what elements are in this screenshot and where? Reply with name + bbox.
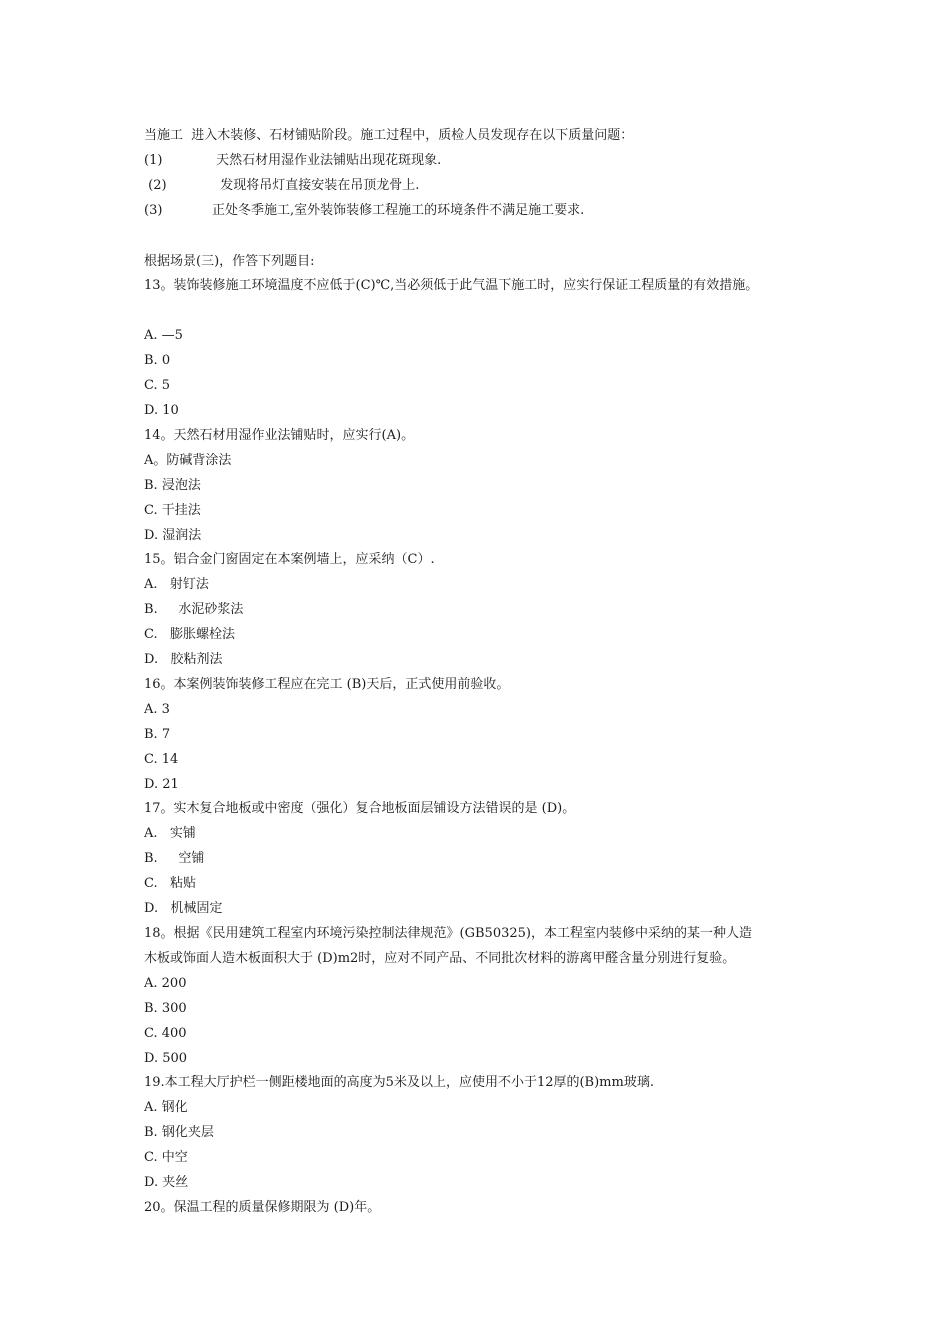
issue-item: (2) 发现将吊灯直接安装在吊顶龙骨上. xyxy=(144,178,420,193)
option: A. 实铺 xyxy=(144,826,196,841)
issue-item: (3) 正处冬季施工,室外装饰装修工程施工的环境条件不满足施工要求. xyxy=(144,203,585,218)
option: C. 中空 xyxy=(144,1150,188,1165)
option: D. 500 xyxy=(144,1051,188,1066)
option: A. 射钉法 xyxy=(144,577,209,592)
option: D. 21 xyxy=(144,777,179,792)
option: B. 钢化夹层 xyxy=(144,1125,214,1140)
scenario-heading: 根据场景(三)，作答下列题目: xyxy=(144,254,315,269)
option: C. 粘贴 xyxy=(144,876,197,891)
option: A. 钢化 xyxy=(144,1100,188,1115)
option: B. 300 xyxy=(144,1001,187,1016)
issue-item: (1) 天然石材用湿作业法铺贴出现花斑现象. xyxy=(144,153,442,168)
option: C. 14 xyxy=(144,752,179,767)
option: B. 浸泡法 xyxy=(144,478,201,493)
option: B. 7 xyxy=(144,727,171,742)
option: B. 空铺 xyxy=(144,851,205,866)
intro-line: 当施工 进入木装修、石材铺贴阶段。施工过程中，质检人员发现存在以下质量问题： xyxy=(144,128,634,143)
question-stem: 19.本工程大厅护栏一侧距楼地面的高度为5米及以上，应使用不小于12厚的(B)mm玻璃. xyxy=(144,1075,654,1090)
question-stem: 18。根据《民用建筑工程室内环境污染控制法律规范》(GB50325)，本工程室内装修中采纳的某一种人造 xyxy=(144,926,752,941)
option: B. 0 xyxy=(144,353,171,368)
option: D. 湿润法 xyxy=(144,528,202,543)
option: B. 水泥砂浆法 xyxy=(144,602,244,617)
question-stem: 17。实木复合地板或中密度（强化）复合地板面层铺设方法错误的是 (D)。 xyxy=(144,801,576,816)
option: A. 3 xyxy=(144,702,170,717)
option: C. 400 xyxy=(144,1026,187,1041)
question-stem: 15。铝合金门窗固定在本案例墙上，应采纳（C）. xyxy=(144,552,435,567)
option: C. 5 xyxy=(144,378,171,393)
option: D. 机械固定 xyxy=(144,901,223,916)
question-stem: 20。保温工程的质量保修期限为 (D)年。 xyxy=(144,1200,381,1215)
question-stem-continued: 木板或饰面人造木板面积大于 (D)m2时，应对不同产品、不同批次材料的游离甲醛含量分别进行复验。 xyxy=(144,951,736,966)
question-stem: 14。天然石材用湿作业法铺贴时，应实行(A)。 xyxy=(144,428,415,443)
question-stem: 13。装饰装修施工环境温度不应低于(C)℃,当必须低于此气温下施工时，应实行保证工程质量的有效措施。 xyxy=(144,278,759,293)
option: D. 胶粘剂法 xyxy=(144,652,223,667)
option: D. 夹丝 xyxy=(144,1175,189,1190)
option: D. 10 xyxy=(144,403,179,418)
option: A. 200 xyxy=(144,976,187,991)
option: A。防碱背涂法 xyxy=(144,453,232,468)
option: C. 干挂法 xyxy=(144,503,201,518)
option: C. 膨胀螺栓法 xyxy=(144,627,236,642)
option: A. —5 xyxy=(144,328,183,343)
question-stem: 16。本案例装饰装修工程应在完工 (B)天后，正式使用前验收。 xyxy=(144,677,510,692)
